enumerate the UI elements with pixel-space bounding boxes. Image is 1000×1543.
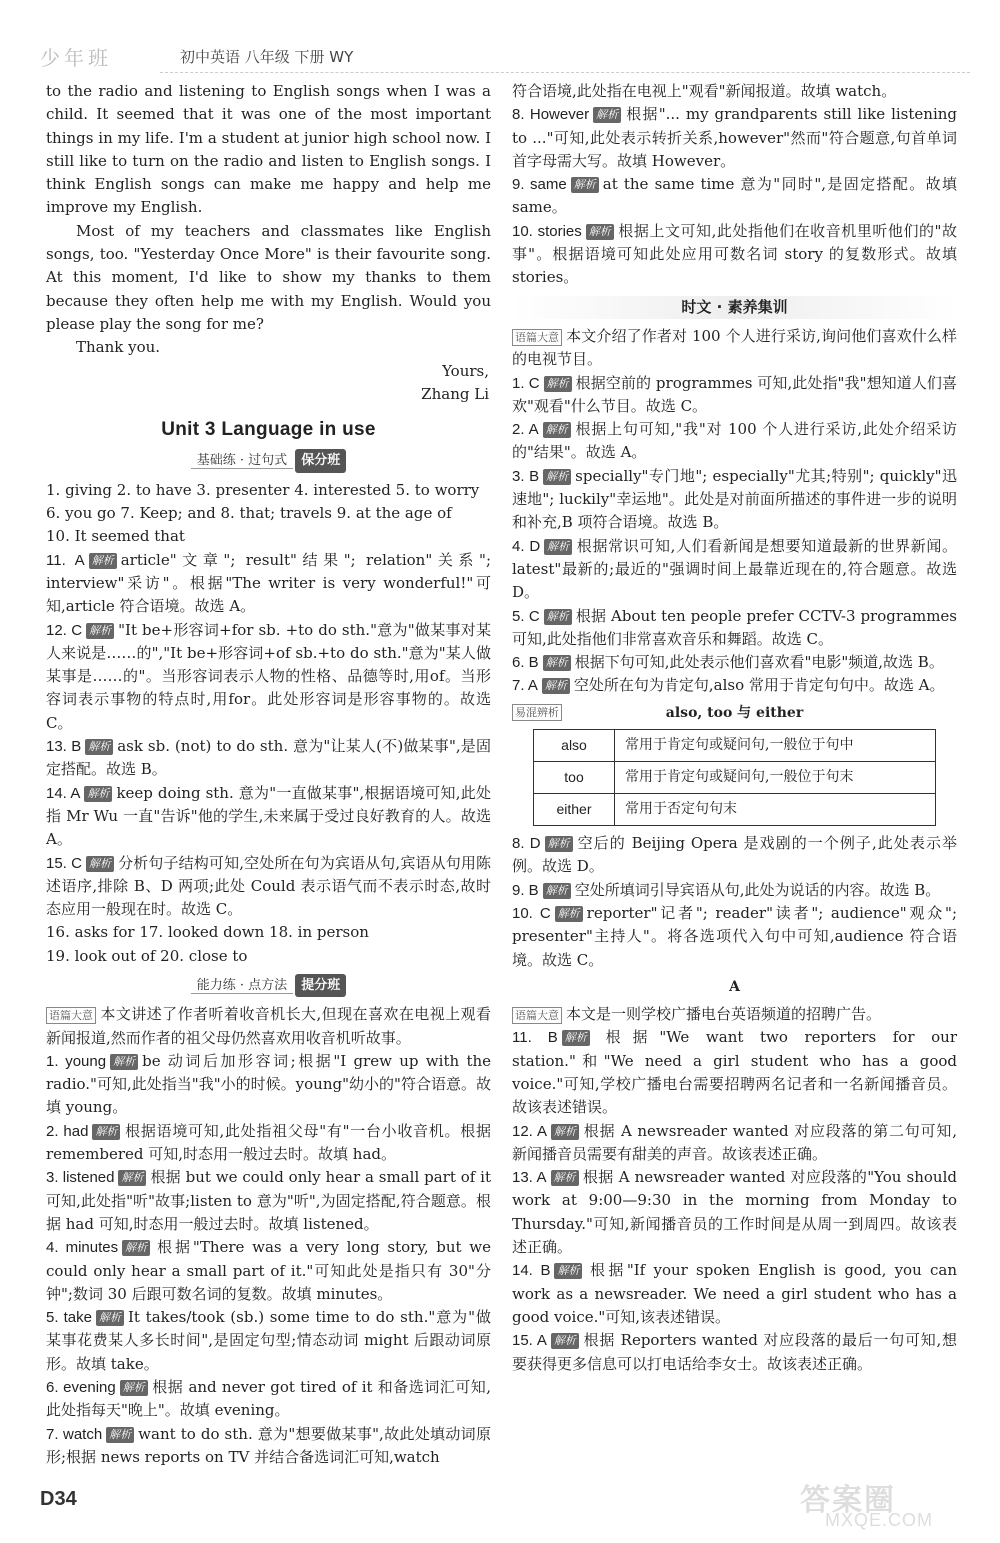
answer-item: [46, 1166, 491, 1236]
answer-number: 6. evening: [46, 1379, 116, 1397]
analysis-badge: 解析: [122, 1240, 150, 1256]
answer-explanation: 根据下句可知,此处表示他们喜欢看"电影"频道,故选 B。: [574, 653, 944, 672]
reading-answer-items-2: [512, 832, 957, 972]
analysis-badge: 解析: [544, 376, 572, 392]
table-title: also, too 与 either: [665, 704, 804, 721]
section-reading-header: 时文 · 素养集训: [512, 296, 957, 319]
answer-number: 5. C: [512, 607, 540, 625]
answer-explanation: 符合语境,此处指在电视上"观看"新闻报道。故填 watch。: [512, 82, 897, 100]
section-basic-label: 基础练 · 过句式: [191, 453, 293, 469]
answer-number: 1. young: [46, 1052, 107, 1070]
analysis-badge: 解析: [86, 856, 114, 872]
answer-number: 2. had: [46, 1122, 89, 1140]
table-row: [534, 730, 936, 762]
answer-explanation: 根据"We want two reporters for our station."和"We need a girl student who has a good voice."可知,学校广播电台需要招聘两名记者和一名新闻播音员。故该表述错误。: [512, 1028, 957, 1117]
answer-number: 15. A: [512, 1332, 547, 1350]
page-header: [40, 38, 970, 74]
answer-explanation: 根据上文可知,此处指他们在收音机里听他们的"故事"。根据语境可知此处应用可数名词 story 的复数形式。故填 stories。: [512, 221, 957, 287]
answer-line: 1. giving 2. to have 3. presenter 4. interested 5. to worry: [46, 480, 480, 499]
ability-answer-items: [46, 1050, 491, 1469]
answer-number: 4. D: [512, 537, 541, 555]
answer-item: [512, 535, 957, 605]
answer-item: [512, 902, 957, 972]
table-word-cell: either: [534, 794, 615, 826]
basic-answer-lines-2: [46, 921, 491, 968]
summary-tag: 语篇大意: [512, 329, 562, 346]
answer-item: [512, 220, 957, 290]
answer-number: 9. same: [512, 176, 567, 194]
right-answer-items: [512, 80, 957, 290]
letter-sign-name: Zhang Li: [421, 384, 489, 403]
table-word-cell: too: [534, 762, 615, 794]
answer-number: 3. B: [512, 467, 540, 485]
analysis-badge: 解析: [92, 1124, 120, 1140]
analysis-badge: 解析: [89, 553, 117, 569]
analysis-badge: 解析: [110, 1054, 138, 1070]
basic-answer-items: [46, 549, 491, 922]
answer-item: [512, 103, 957, 173]
answer-explanation: article"文章"; result"结果"; relation"关系"; interview"采访"。根据"The writer is very wonderful!"可知,article 符合语境。故选 A。: [46, 550, 491, 616]
answer-explanation: 根据常识可知,人们看新闻是想要知道最新的世界新闻。latest"最新的;最近的"强调时间上最靠近现在的,符合题意。故选 D。: [512, 536, 957, 602]
letter-paragraph-2: Most of my teachers and classmates like English songs, too. "Yesterday Once More" is their favourite song. At this moment, I'd like to show my thanks to them because they often help me with my English. Would you please play the song for me?: [46, 221, 491, 333]
word-comparison-table: [533, 729, 936, 826]
answer-explanation: specially"专门地"; especially"尤其;特别"; quickly"迅速地"; luckily"幸运地"。此处是对前面所描述的事件进一步的说明和补充,B 项符合语境。故选 B。: [512, 466, 958, 532]
analysis-badge: 解析: [543, 422, 571, 438]
analysis-badge: 解析: [120, 1380, 148, 1396]
answer-number: 12. C: [46, 621, 83, 639]
answer-item: [512, 173, 957, 220]
answer-explanation: "It be+形容词+for sb. +to do sth."意为"做某事对某人来说是……的","It be+形容词+of sb.+to do sth."意为"某人做某事是……的"。当形容词表示人物的性格、品德等时,用of。当形容词表示事物的特点时,用for。此处形容词是形容事物的。故选 C。: [46, 620, 491, 732]
answer-item: [46, 1236, 491, 1306]
answer-explanation: 根据空前的 programmes 可知,此处指"我"想知道人们喜欢"观看"什么节目。故选 C。: [512, 373, 957, 415]
answer-item: [512, 674, 957, 697]
answer-item: [512, 1026, 957, 1119]
answer-item: [46, 1120, 491, 1167]
analysis-badge: 解析: [571, 177, 599, 193]
answer-item: [46, 619, 491, 735]
answer-item: [46, 852, 491, 922]
ability-summary-text: 本文讲述了作者听着收音机长大,但现在喜欢在电视上观看新闻报道,然而作者的祖父母仍然喜欢用收音机听故事。: [46, 1005, 491, 1047]
analysis-badge: 解析: [554, 1263, 582, 1279]
section-basic-header: [46, 449, 491, 472]
answer-explanation: 空处所在句为肯定句,also 常用于肯定句句中。故选 A。: [573, 676, 945, 695]
answer-item: [46, 1306, 491, 1376]
answer-line: 19. look out of 20. close to: [46, 946, 248, 965]
analysis-badge: 解析: [544, 609, 572, 625]
answer-number: 3. listened: [46, 1169, 115, 1187]
answer-number: 8. D: [512, 835, 541, 853]
answer-number: 5. take: [46, 1309, 92, 1327]
answer-explanation: 根据"... my grandparents still like listening to ..."可知,此处表示转折关系,however"然而"符合题意,句首单词首字母需大写。故填 However。: [512, 105, 957, 170]
reading-summary-text: 本文介绍了作者对 100 个人进行采访,询问他们喜欢什么样的电视节目。: [512, 326, 957, 369]
answer-number: 10. C: [512, 904, 551, 922]
letter-paragraph-1: to the radio and listening to English songs when I was a child. It seemed that it was one of the most important things in my life. I'm a student at junior high school now. I still like to turn on the radio and listen to English songs. I think English songs can make me happy and help me improve my English.: [46, 82, 491, 217]
answer-line: 10. It seemed that: [46, 527, 185, 546]
answer-number: 15. C: [46, 854, 82, 872]
analysis-badge: 解析: [551, 1124, 579, 1140]
answer-item: [512, 1166, 957, 1259]
answer-explanation: at the same time 意为"同时",是固定搭配。故填 same。: [512, 175, 958, 217]
right-column: [512, 80, 957, 1376]
analysis-badge: 解析: [562, 1030, 590, 1046]
brand-logo: 少年班: [40, 46, 112, 70]
header-divider: [160, 72, 970, 73]
analysis-badge: 解析: [543, 469, 571, 485]
analysis-badge: 解析: [586, 224, 614, 240]
basic-answer-lines: [46, 479, 491, 549]
answer-number: 11. B: [512, 1029, 558, 1047]
answer-explanation: 根据 About ten people prefer CCTV-3 programmes 可知,此处指他们非常喜欢音乐和舞蹈。故选 C。: [512, 606, 957, 648]
analysis-badge: 解析: [86, 623, 114, 639]
answer-number: 13. A: [512, 1169, 547, 1187]
answer-number: 7. watch: [46, 1425, 103, 1443]
answer-item: [512, 832, 957, 879]
analysis-badge: 解析: [542, 678, 570, 694]
answer-explanation: 根据语境可知,此处指祖父母"有"一台小收音机。根据 remembered 可知,时态用一般过去时。故填 had。: [46, 1121, 491, 1164]
answer-item: [512, 465, 957, 535]
answer-item: [46, 1050, 491, 1120]
answer-number: 9. B: [512, 881, 539, 899]
summary-tag: 语篇大意: [512, 1007, 562, 1024]
answer-item: [512, 1120, 957, 1167]
answer-number: 8. However: [512, 106, 590, 124]
answer-number: 4. minutes: [46, 1239, 119, 1257]
answer-line: 16. asks for 17. looked down 18. in person: [46, 923, 369, 942]
table-desc-cell: 常用于肯定句或疑问句,一般位于句中: [615, 730, 936, 762]
answer-item: [512, 372, 957, 419]
easy-confuse-tag: 易混辨析: [512, 704, 562, 721]
section-ability-label: 能力练 · 点方法: [191, 978, 293, 994]
answer-number: 11. A: [46, 551, 85, 569]
section-ability-pill: 提分班: [295, 974, 346, 997]
letter-sign-yours: Yours,: [442, 361, 489, 380]
analysis-badge: 解析: [118, 1170, 146, 1186]
answer-explanation: 分析句子结构可知,空处所在句为宾语从句,宾语从句用陈述语序,排除 B、D 两项;此处 Could 表示语气而不表示时态,故时态应用一般现在时。故选 C。: [46, 853, 491, 919]
section-basic-pill: 保分班: [295, 449, 346, 472]
answer-explanation: 空后的 Beijing Opera 是戏剧的一个例子,此处表示举例。故选 D。: [512, 834, 958, 876]
table-row: [534, 794, 936, 826]
a-summary: [512, 1003, 957, 1026]
answer-item: [46, 549, 491, 619]
answer-number: 12. A: [512, 1122, 547, 1140]
answer-item: [46, 1376, 491, 1423]
watermark-url: MXQE.COM: [825, 1510, 934, 1530]
book-info: 初中英语 八年级 下册 WY: [180, 48, 354, 66]
answer-explanation: be 动词后加形容词;根据"I grew up with the radio."可知,此处指当"我"小的时候。young"幼小的"符合语意。故填 young。: [46, 1051, 492, 1117]
answer-explanation: 根据 Reporters wanted 对应段落的最后一句可知,想要获得更多信息可以打电话给李女士。故该表述正确。: [512, 1331, 957, 1373]
answer-explanation: 根据 A newsreader wanted 对应段落的"You should work at 9:00—9:30 in the morning from Monday to Thursday."可知,新闻播音员的工作时间是从周一到周四。故该表述正确。: [512, 1168, 957, 1257]
analysis-badge: 解析: [544, 539, 572, 555]
answer-explanation: 根据 A newsreader wanted 对应段落的第二句可知,新闻播音员需要有甜美的声音。故该表述正确。: [512, 1121, 957, 1163]
analysis-badge: 解析: [543, 655, 571, 671]
summary-tag: 语篇大意: [46, 1007, 96, 1024]
table-word-cell: also: [534, 730, 615, 762]
analysis-badge: 解析: [85, 739, 113, 755]
answer-number: 13. B: [46, 738, 82, 756]
answer-item: [46, 1423, 491, 1470]
analysis-badge: 解析: [543, 883, 571, 899]
table-row: [534, 762, 936, 794]
answer-item: [46, 735, 491, 782]
a-answer-items: [512, 1026, 957, 1375]
analysis-badge: 解析: [106, 1427, 134, 1443]
answer-item: [512, 651, 957, 674]
answer-line: 6. you go 7. Keep; and 8. that; travels 9. at the age of: [46, 504, 452, 523]
answer-number: 14. A: [46, 784, 81, 802]
analysis-badge: 解析: [96, 1310, 124, 1326]
analysis-badge: 解析: [593, 107, 621, 123]
answer-explanation: 根据"There was a very long story, but we could only hear a small part of it."可知此处是指只有 30"分钟";数词 30 后跟可数名词的复数。故填 minutes。: [46, 1238, 492, 1303]
answer-explanation: reporter"记者"; reader"读者"; audience"观众"; presenter"主持人"。将各选项代入句中可知,audience 符合语境。故选 C。: [512, 903, 958, 969]
answer-item: [512, 879, 957, 902]
watermark-logo: 答案圈: [800, 1484, 896, 1517]
analysis-badge: 解析: [551, 1333, 579, 1349]
answer-explanation: 根据"If your spoken English is good, you can work as a newsreader. We need a girl student who has a good voice."可知,该表述错误。: [512, 1261, 957, 1326]
answer-item: [512, 605, 957, 652]
answer-item: [512, 418, 957, 465]
easy-confuse-header: [512, 702, 957, 725]
letter-closing: Thank you.: [76, 338, 161, 357]
reading-answer-items: [512, 372, 957, 698]
answer-number: 10. stories: [512, 222, 582, 240]
answer-explanation: 根据 and never got tired of it 和备选词汇可知,此处指每天"晚上"。故填 evening。: [46, 1378, 491, 1420]
answer-number: 2. A: [512, 421, 539, 439]
a-summary-text: 本文是一则学校广播电台英语频道的招聘广告。: [566, 1005, 882, 1024]
answer-item: [512, 80, 957, 103]
analysis-badge: 解析: [555, 906, 583, 922]
answer-item: [512, 1259, 957, 1329]
ability-summary: [46, 1003, 491, 1050]
section-ability-header: [46, 974, 491, 997]
answer-explanation: 空处所填词引导宾语从句,此处为说话的内容。故选 B。: [574, 880, 941, 899]
analysis-badge: 解析: [545, 836, 573, 852]
answer-number: 7. A: [512, 677, 538, 695]
section-a-header: A: [729, 978, 740, 995]
answer-explanation: 根据上句可知,"我"对 100 个人进行采访,此处介绍采访的"结果"。故选 A。: [512, 420, 957, 462]
page-number: D34: [40, 1488, 77, 1510]
answer-number: 6. B: [512, 654, 539, 672]
answer-explanation: 根据 but we could only hear a small part of it 可知,此处指"听"故事;listen to 意为"听",为固定搭配,符合题意。根据 had 可知,时态用一般过去时。故填 listened。: [46, 1168, 491, 1233]
left-column: [46, 80, 491, 1469]
table-desc-cell: 常用于否定句句末: [615, 794, 936, 826]
answer-number: 1. C: [512, 374, 540, 392]
answer-item: [512, 1329, 957, 1376]
unit-title: Unit 3 Language in use: [161, 419, 376, 441]
answer-explanation: want to do sth. 意为"想要做某事",故此处填动词原形;根据 news reports on TV 并结合备选词汇可知,watch: [46, 1424, 491, 1466]
analysis-badge: 解析: [551, 1170, 579, 1186]
answer-explanation: It takes/took (sb.) some time to do sth."意为"做某事花费某人多长时间",是固定句型;情态动词 might 后跟动词原形。故填 take。: [46, 1308, 491, 1373]
answer-explanation: ask sb. (not) to do sth. 意为"让某人(不)做某事",是固定搭配。故选 B。: [46, 737, 491, 779]
table-desc-cell: 常用于肯定句或疑问句,一般位于句末: [615, 762, 936, 794]
answer-explanation: keep doing sth. 意为"一直做某事",根据语境可知,此处指 Mr Wu 一直"告诉"他的学生,未来属于受过良好教育的人。故选 A。: [46, 783, 491, 849]
answer-number: 14. B: [512, 1262, 551, 1280]
reading-summary: [512, 325, 957, 372]
analysis-badge: 解析: [84, 786, 112, 802]
answer-item: [46, 782, 491, 852]
